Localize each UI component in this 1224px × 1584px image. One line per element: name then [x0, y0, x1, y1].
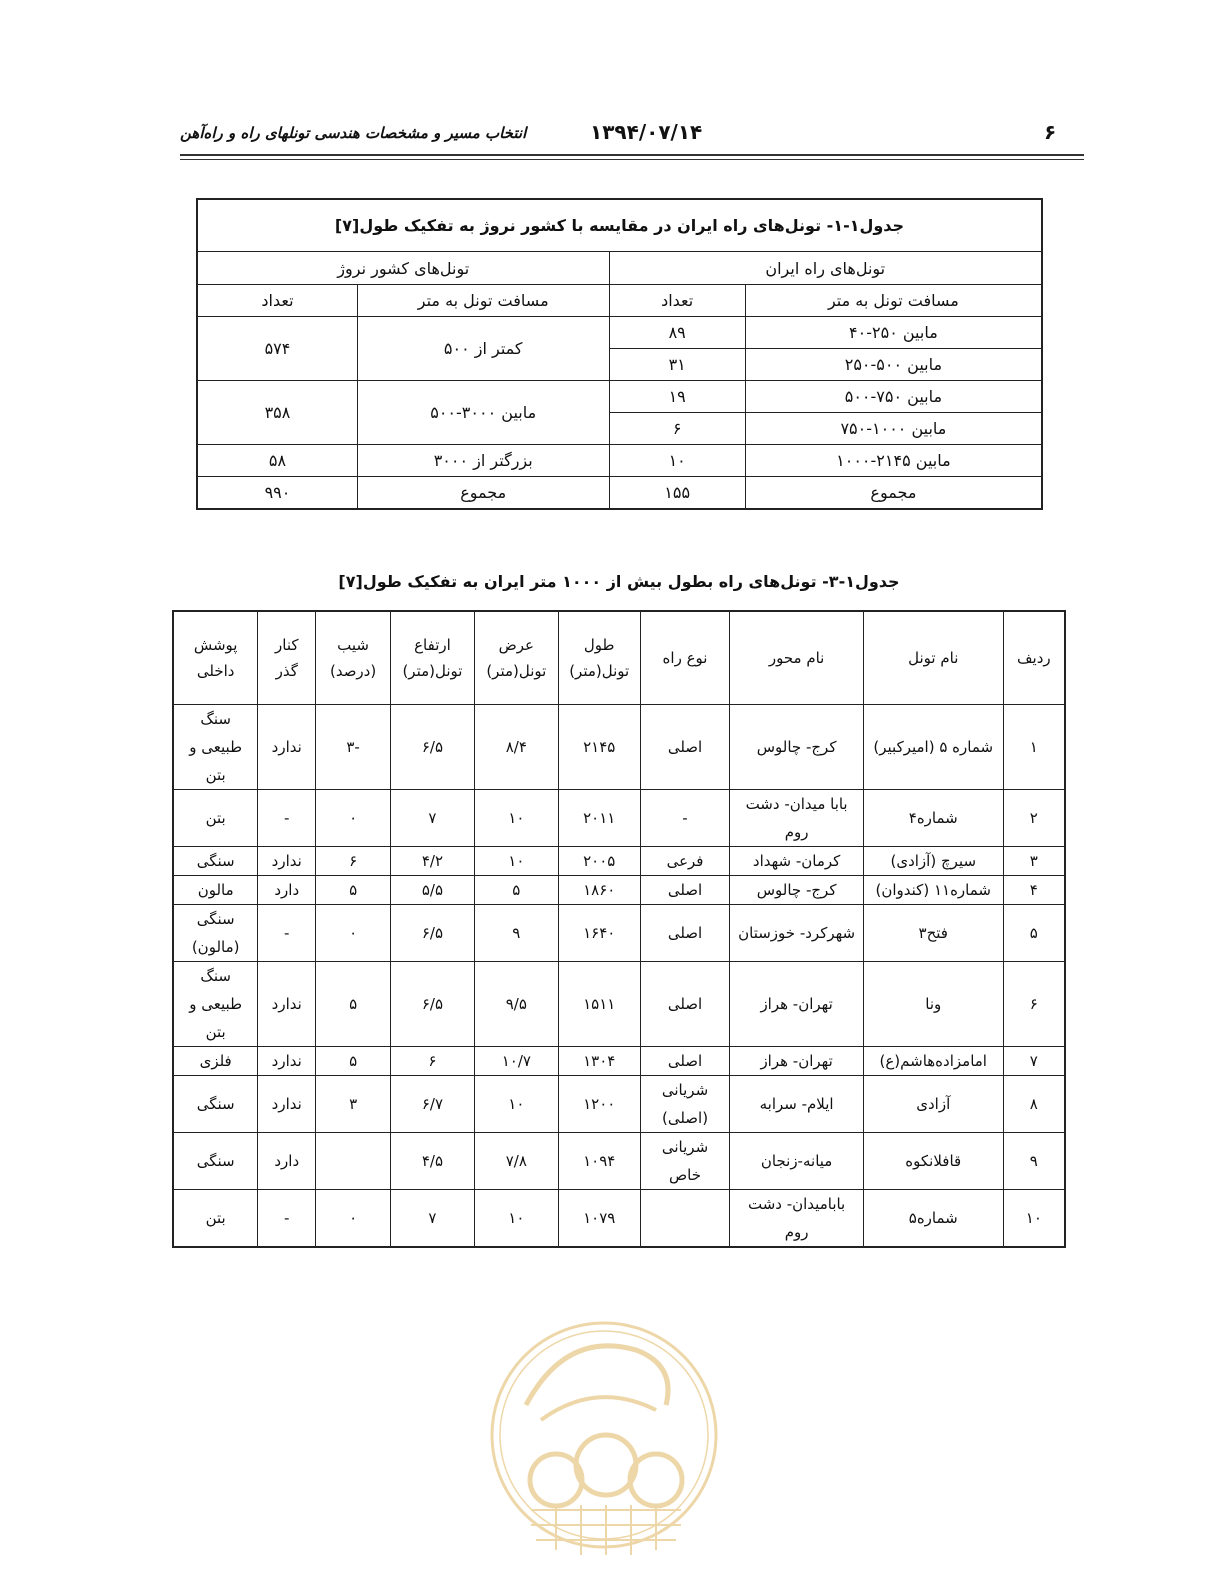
table-cell: بزرگتر از ۳۰۰۰: [357, 445, 609, 477]
table-cell: مابین ۵۰۰-۲۵۰: [745, 349, 1042, 381]
table1-caption: جدول۱-۱- تونل‌های راه ایران در مقایسه با کشور نروژ به تفکیک طول[۷]: [197, 199, 1042, 252]
table-cell: ۵: [316, 962, 391, 1047]
table-cell: شهرکرد- خوزستان: [730, 905, 863, 962]
table-cell: مابین ۲۱۴۵-۱۰۰۰: [745, 445, 1042, 477]
table-cell: ۱۰: [474, 790, 558, 847]
watermark-stamp: [486, 1310, 726, 1570]
table-cell: تهران- هراز: [730, 1047, 863, 1076]
table-cell: ۰: [316, 790, 391, 847]
table-long-tunnels: [172, 610, 1066, 1248]
table-row: [173, 905, 1065, 962]
table-cell: فتح۳: [863, 905, 1003, 962]
table-cell: اصلی: [640, 705, 730, 790]
table-iran-norway: [196, 198, 1043, 510]
table-cell: ۶/۵: [391, 705, 475, 790]
table-cell: [316, 1133, 391, 1190]
table-cell: ۱۰: [609, 445, 745, 477]
table-cell: ۱۳۰۴: [558, 1047, 640, 1076]
table1-col-distance: مسافت تونل به متر: [357, 285, 609, 317]
col-header-tunnel-name: نام تونل: [863, 611, 1003, 705]
table-row: [173, 876, 1065, 905]
table-cell: ۱: [1003, 705, 1065, 790]
table-cell: مالون: [173, 876, 258, 905]
table-cell: ۱۶۴۰: [558, 905, 640, 962]
table-cell: ۳: [1003, 847, 1065, 876]
table-cell: [640, 1190, 730, 1248]
col-header-slope: شیب (درصد): [316, 611, 391, 705]
table-cell: مابین ۷۵۰-۵۰۰: [745, 381, 1042, 413]
table-cell: ندارد: [258, 847, 316, 876]
table-cell: کرمان- شهداد: [730, 847, 863, 876]
table-cell: ۷: [391, 790, 475, 847]
col-header-height: ارتفاع تونل(متر): [391, 611, 475, 705]
table-cell: کرج- چالوس: [730, 705, 863, 790]
table-cell: ۹۹۰: [197, 477, 357, 510]
col-header-road-type: نوع راه: [640, 611, 730, 705]
table-cell: ۶: [316, 847, 391, 876]
table-cell: سنگی: [173, 1076, 258, 1133]
table-cell: ۶: [391, 1047, 475, 1076]
table-cell: -: [640, 790, 730, 847]
table-cell: ۴/۵: [391, 1133, 475, 1190]
table1-col-count: تعداد: [197, 285, 357, 317]
header-date: ۱۳۹۴/۰۷/۱۴: [590, 120, 703, 144]
table-cell: ۷: [391, 1190, 475, 1248]
table-cell: ۲۰۰۵: [558, 847, 640, 876]
table-row: [173, 1076, 1065, 1133]
table-cell: ۱۸۶۰: [558, 876, 640, 905]
table-cell: اصلی: [640, 905, 730, 962]
table-cell: اصلی: [640, 1047, 730, 1076]
table-cell: ندارد: [258, 1076, 316, 1133]
col-header-width: عرض تونل(متر): [474, 611, 558, 705]
table-cell: -: [258, 1190, 316, 1248]
table-cell: ۹: [1003, 1133, 1065, 1190]
table-cell: مابین ۲۵۰-۴۰: [745, 317, 1042, 349]
table-cell: تهران- هراز: [730, 962, 863, 1047]
table-cell: سنگی: [173, 1133, 258, 1190]
table-cell: شریانی خاص: [640, 1133, 730, 1190]
table-cell: ۲: [1003, 790, 1065, 847]
table-cell: ۶/۷: [391, 1076, 475, 1133]
table-cell: ۵: [316, 1047, 391, 1076]
table-cell: ۱۰: [1003, 1190, 1065, 1248]
table-row: [197, 477, 1042, 510]
table-cell: مابین ۱۰۰۰-۷۵۰: [745, 413, 1042, 445]
table-cell: ۵: [474, 876, 558, 905]
table1-col-count: تعداد: [609, 285, 745, 317]
header-rule: [180, 154, 1084, 156]
table-cell: ۹/۵: [474, 962, 558, 1047]
table-cell: فرعی: [640, 847, 730, 876]
table-cell: دارد: [258, 1133, 316, 1190]
table-cell: ۵: [316, 876, 391, 905]
table-cell: مجموع: [357, 477, 609, 510]
table-cell: ۶: [1003, 962, 1065, 1047]
table-cell: ندارد: [258, 705, 316, 790]
table-cell: -۳: [316, 705, 391, 790]
table-cell: بابامیدان- دشت روم: [730, 1190, 863, 1248]
table-row: [173, 1133, 1065, 1190]
table-cell: ۹: [474, 905, 558, 962]
table-row: [173, 962, 1065, 1047]
table-cell: ۱۲۰۰: [558, 1076, 640, 1133]
table-cell: اصلی: [640, 876, 730, 905]
table-cell: سنگ طبیعی و بتن: [173, 962, 258, 1047]
table-cell: ۱۰: [474, 1076, 558, 1133]
table-cell: ۶: [609, 413, 745, 445]
table-row: [173, 790, 1065, 847]
table-cell: فلزی: [173, 1047, 258, 1076]
table-cell: ۷: [1003, 1047, 1065, 1076]
table-cell: قافلانکوه: [863, 1133, 1003, 1190]
table-cell: کمتر از ۵۰۰: [357, 317, 609, 381]
table-row: [173, 705, 1065, 790]
table-cell: ۶/۵: [391, 962, 475, 1047]
table-cell: شریانی (اصلی): [640, 1076, 730, 1133]
table-cell: -: [258, 905, 316, 962]
table-cell: ۵/۵: [391, 876, 475, 905]
table-cell: ندارد: [258, 1047, 316, 1076]
table-cell: ۸/۴: [474, 705, 558, 790]
col-header-lining: پوشش داخلی: [173, 611, 258, 705]
table-cell: ۱۰/۷: [474, 1047, 558, 1076]
col-header-axis-name: نام محور: [730, 611, 863, 705]
table-cell: ۱۰۹۴: [558, 1133, 640, 1190]
table-cell: سنگی: [173, 847, 258, 876]
table-cell: مجموع: [745, 477, 1042, 510]
table-cell: ۴: [1003, 876, 1065, 905]
table-cell: ۰: [316, 1190, 391, 1248]
table-row: [173, 1190, 1065, 1248]
table-cell: ۱۰۷۹: [558, 1190, 640, 1248]
table-cell: ونا: [863, 962, 1003, 1047]
col-header-row-number: ردیف: [1003, 611, 1065, 705]
table-cell: سنگ طبیعی و بتن: [173, 705, 258, 790]
table-cell: ۳: [316, 1076, 391, 1133]
table-cell: ۰: [316, 905, 391, 962]
table-cell: شماره۴: [863, 790, 1003, 847]
table-cell: ۵۸: [197, 445, 357, 477]
table-cell: ۲۰۱۱: [558, 790, 640, 847]
table-cell: شماره۵: [863, 1190, 1003, 1248]
table-cell: امامزاده‌هاشم(ع): [863, 1047, 1003, 1076]
table-cell: ندارد: [258, 962, 316, 1047]
table-cell: بابا میدان- دشت روم: [730, 790, 863, 847]
table-cell: شماره ۵ (امیرکبیر): [863, 705, 1003, 790]
table-cell: کرج- چالوس: [730, 876, 863, 905]
table-cell: ۱۹: [609, 381, 745, 413]
table-cell: بتن: [173, 1190, 258, 1248]
table-row: [173, 1047, 1065, 1076]
table-cell: ۵: [1003, 905, 1065, 962]
table-cell: دارد: [258, 876, 316, 905]
table-row: [197, 381, 1042, 413]
table-cell: میانه-زنجان: [730, 1133, 863, 1190]
table-cell: ۱۵۵: [609, 477, 745, 510]
col-header-length: طول تونل(متر): [558, 611, 640, 705]
table1-col-distance: مسافت تونل به متر: [745, 285, 1042, 317]
table-cell: ۱۰: [474, 1190, 558, 1248]
page-number: ۶: [1044, 120, 1057, 144]
table-cell: ۴/۲: [391, 847, 475, 876]
header-rule-thin: [180, 159, 1084, 160]
table-cell: ۵۷۴: [197, 317, 357, 381]
table1-norway-header: تونل‌های کشور نروژ: [197, 252, 609, 285]
table1-iran-header: تونل‌های راه ایران: [609, 252, 1042, 285]
table-cell: شماره۱۱ (کندوان): [863, 876, 1003, 905]
table-cell: ۸۹: [609, 317, 745, 349]
table-cell: ۷/۸: [474, 1133, 558, 1190]
table-cell: ۶/۵: [391, 905, 475, 962]
header-title: انتخاب مسیر و مشخصات هندسی تونلهای راه و راه‌آهن: [180, 124, 527, 142]
table-cell: آزادی: [863, 1076, 1003, 1133]
table-row: [173, 847, 1065, 876]
table-cell: اصلی: [640, 962, 730, 1047]
table-cell: ایلام- سرابه: [730, 1076, 863, 1133]
table2-caption: جدول۱-۳- تونل‌های راه بطول بیش از ۱۰۰۰ متر ایران به تفکیک طول[۷]: [338, 572, 900, 591]
table-cell: ۸: [1003, 1076, 1065, 1133]
table-cell: ۲۱۴۵: [558, 705, 640, 790]
table-cell: ۳۱: [609, 349, 745, 381]
table-cell: ۱۰: [474, 847, 558, 876]
table-cell: ۱۵۱۱: [558, 962, 640, 1047]
table-cell: سنگی (مالون): [173, 905, 258, 962]
table-cell: مابین ۳۰۰۰-۵۰۰: [357, 381, 609, 445]
table-row: [197, 445, 1042, 477]
table2-body: [173, 705, 1065, 1248]
table-cell: بتن: [173, 790, 258, 847]
col-header-bypass: کنار گذر: [258, 611, 316, 705]
table-cell: سیرچ (آزادی): [863, 847, 1003, 876]
table-cell: -: [258, 790, 316, 847]
table-row: [197, 317, 1042, 349]
table-header-row: [173, 611, 1065, 705]
table-cell: ۳۵۸: [197, 381, 357, 445]
